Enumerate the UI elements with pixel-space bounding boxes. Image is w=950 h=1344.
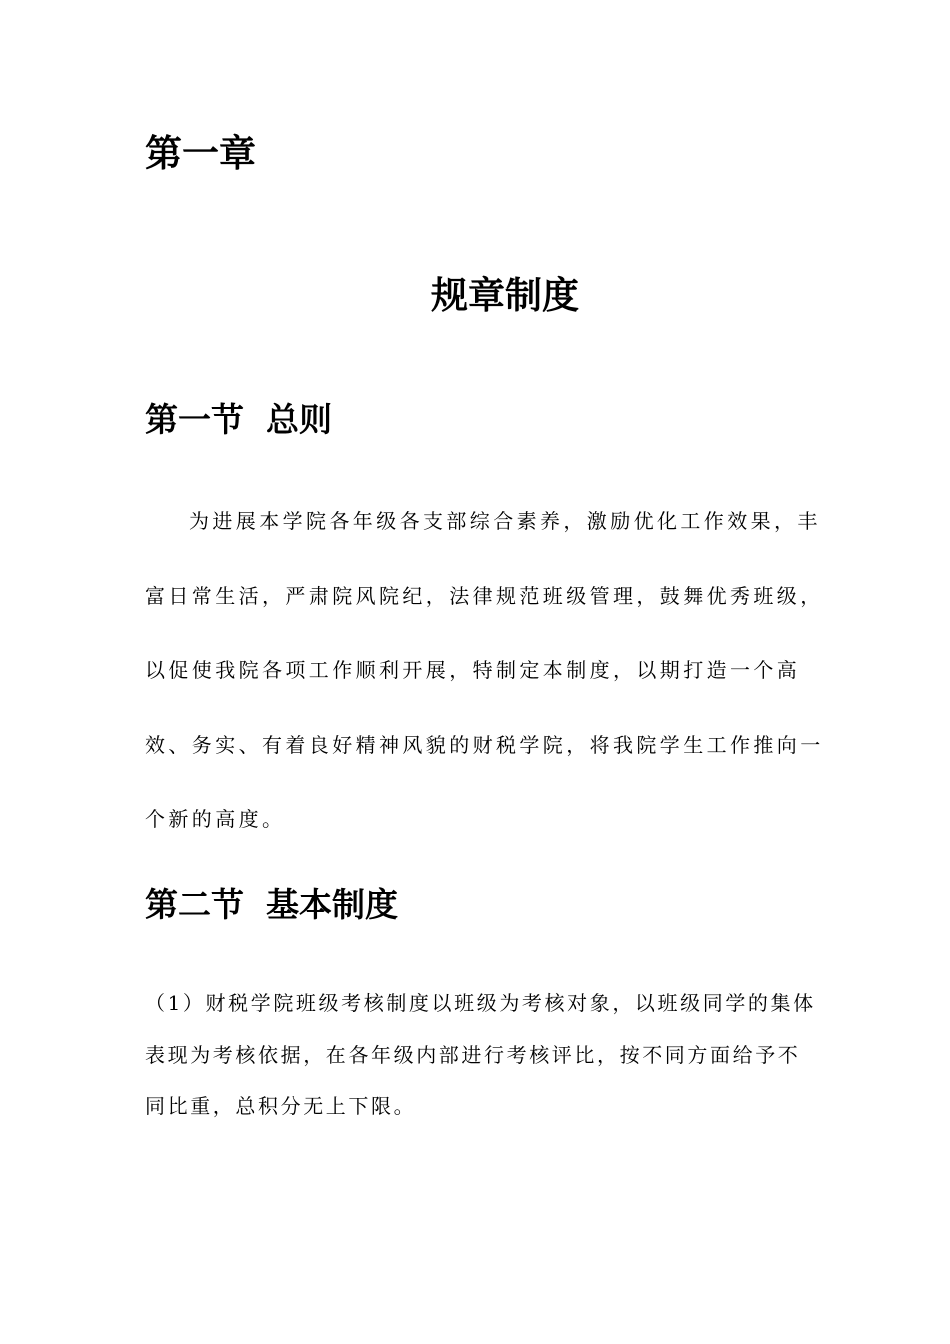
- section-number: 第二节: [145, 885, 244, 924]
- paragraph-line: 表现为考核依据，在各年级内部进行考核评比，按不同方面给予不: [145, 1042, 801, 1067]
- paragraph-line: 富日常生活，严肃院风院纪，法律规范班级管理，鼓舞优秀班级，: [145, 583, 824, 608]
- basic-rules-paragraph: [145, 985, 816, 1140]
- general-paragraph: [145, 503, 824, 876]
- paragraph-line: 个新的高度。: [145, 807, 286, 831]
- section-title: 总则: [266, 400, 332, 439]
- paragraph-line: （1）财税学院班级考核制度以班级为考核对象，以班级同学的集体: [145, 991, 816, 1015]
- section-heading-basic-rules: [145, 882, 398, 928]
- paragraph-line: 同比重，总积分无上下限。: [145, 1094, 417, 1118]
- paragraph-line: 以促使我院各项工作顺利开展，特制定本制度，以期打造一个高: [145, 658, 801, 682]
- section-number: 第一节: [145, 400, 244, 439]
- section-heading-general: [145, 397, 332, 443]
- chapter-heading: 第一章: [145, 132, 256, 175]
- paragraph-line: 效、务实、有着良好精神风貌的财税学院，将我院学生工作推向一: [145, 732, 824, 757]
- document-title: 规章制度: [431, 274, 579, 317]
- section-title: 基本制度: [266, 885, 398, 924]
- paragraph-line: 为进展本学院各年级各支部综合素养，激励优化工作效果，丰: [189, 509, 821, 533]
